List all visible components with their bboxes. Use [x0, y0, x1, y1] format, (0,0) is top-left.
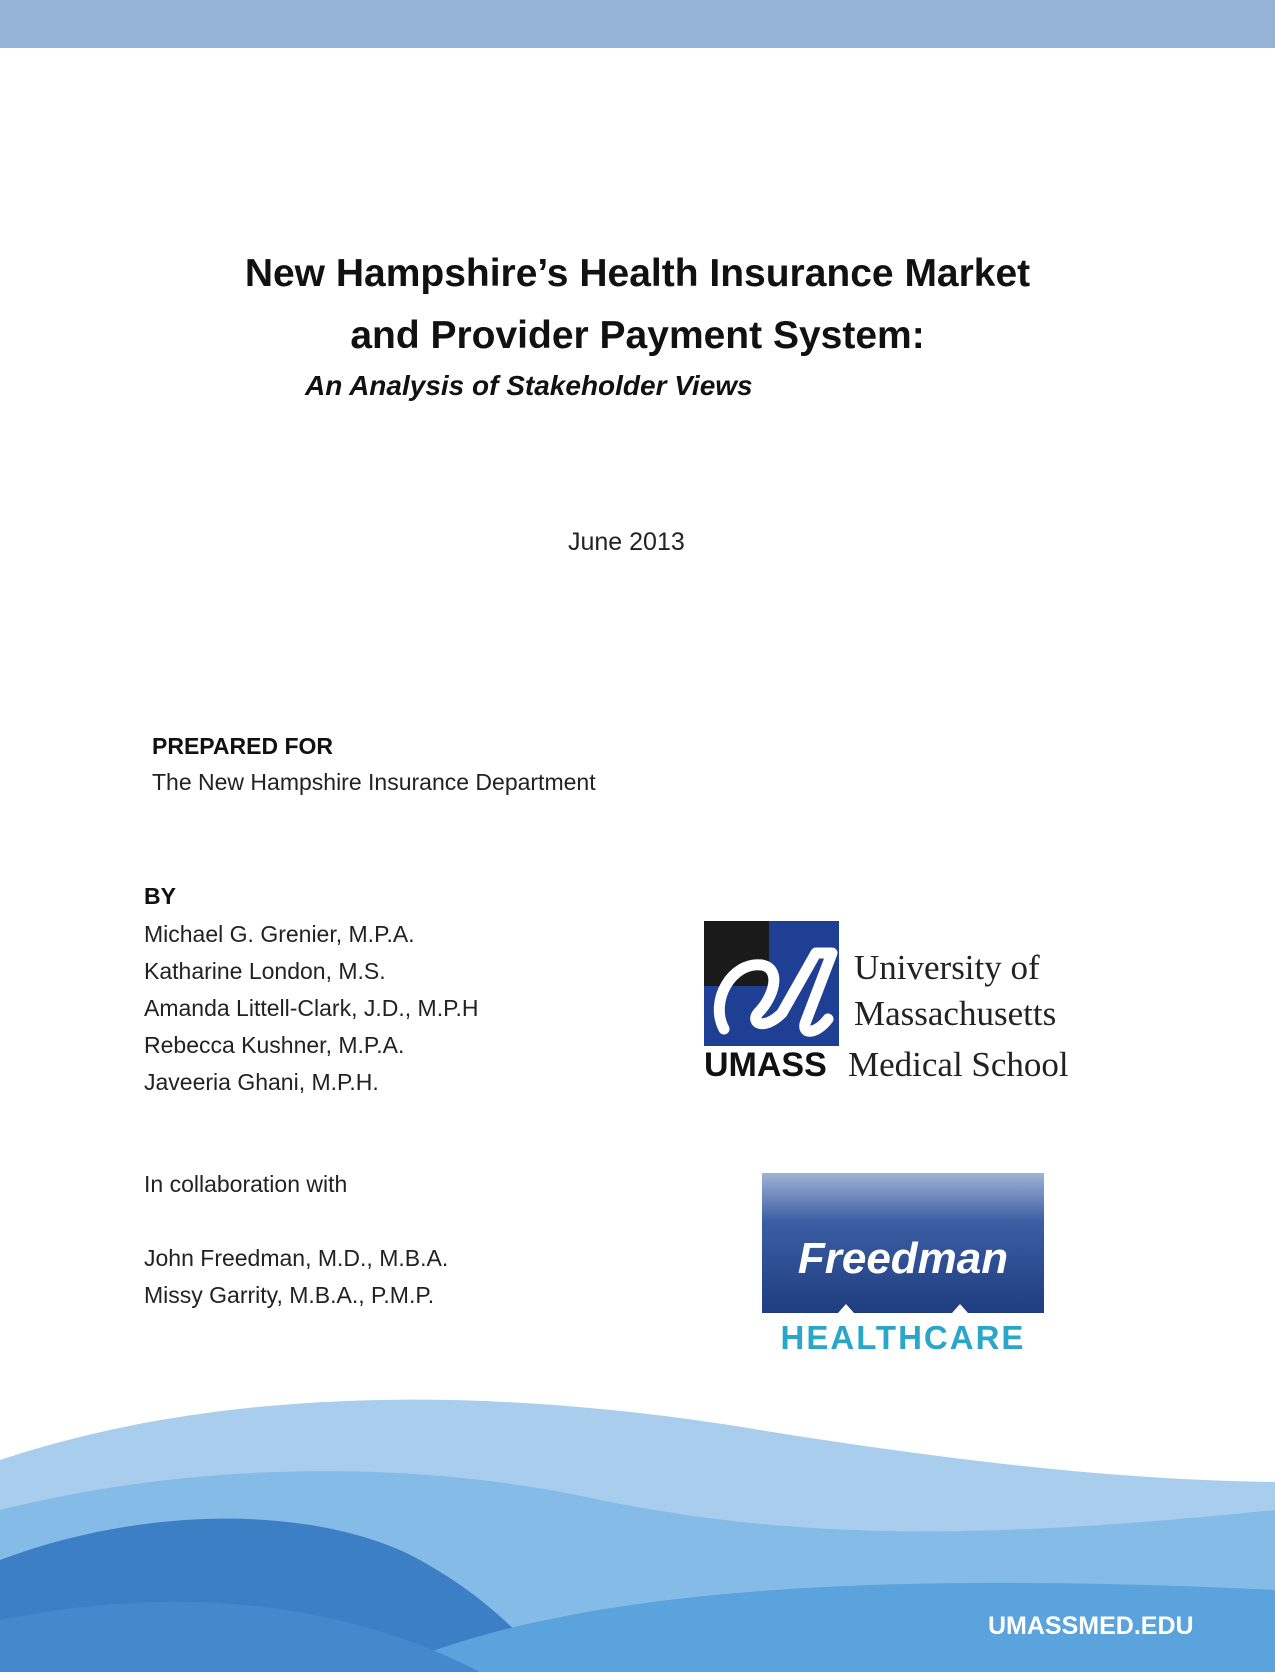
publication-date: June 2013	[568, 528, 685, 556]
collaboration-label: In collaboration with	[144, 1171, 348, 1197]
freedman-name: Freedman	[797, 1234, 1009, 1283]
prepared-for-label: PREPARED FOR	[152, 733, 334, 759]
document-title-line-2: and Provider Payment System:	[350, 314, 925, 357]
author-name: Katharine London, M.S.	[144, 958, 386, 984]
author-name: Rebecca Kushner, M.P.A.	[144, 1032, 405, 1058]
author-name: Javeeria Ghani, M.P.H.	[144, 1069, 379, 1095]
website-link[interactable]: UMASSMED.EDU	[988, 1612, 1194, 1640]
author-list	[144, 916, 478, 1101]
collaborator-name: John Freedman, M.D., M.B.A.	[144, 1245, 449, 1271]
author-name: Amanda Littell-Clark, J.D., M.P.H	[144, 995, 479, 1021]
freedman-healthcare-logo	[762, 1173, 1044, 1355]
top-color-band	[0, 0, 1275, 48]
umass-medical-school-logo	[704, 921, 1134, 1081]
umass-line-3: Medical School	[848, 1045, 1069, 1081]
author-name: Michael G. Grenier, M.P.A.	[144, 921, 415, 947]
umass-line-1: University of	[854, 948, 1040, 987]
umass-wordmark: UMASS	[704, 1046, 827, 1081]
prepared-for-value: The New Hampshire Insurance Department	[152, 769, 596, 795]
collaborator-list	[144, 1240, 448, 1314]
document-title-line-1: New Hampshire’s Health Insurance Market	[244, 252, 1031, 295]
by-label: BY	[144, 883, 176, 909]
document-subtitle: An Analysis of Stakeholder Views	[305, 370, 753, 401]
umass-line-2: Massachusetts	[854, 994, 1057, 1033]
freedman-sub: HEALTHCARE	[780, 1319, 1026, 1355]
collaborator-name: Missy Garrity, M.B.A., P.M.P.	[144, 1282, 435, 1308]
